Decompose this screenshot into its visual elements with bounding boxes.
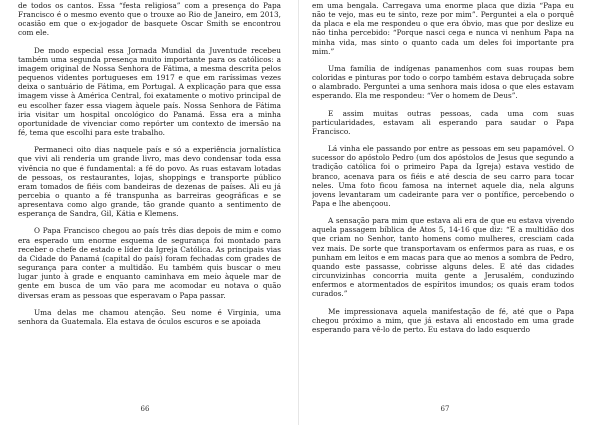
paragraph: de todos os cantos. Essa “festa religiosa” com a presença do Papa Francisco é o mesmo evento que o trouxe ao Rio de Janeiro, em 2013, ocasião em que o ex-jogador de basquete Oscar Smith se encontrou com ele.: [18, 1, 281, 38]
paragraph: Permaneci oito dias naquele país e só a experiência jornalística que vivi ali renderia um grande livro, mas devo condensar toda essa vivência no que é fundamental: a fé do povo. As ruas estavam lotadas de pessoas, os restaurantes, lojas, shoppings e transporte público eram tomados de fiéis com bandeiras de dezenas de países. Ali eu já percebia o quanto a fé transpunha as barreiras geográficas e se apresentava como algo grande, tão grande quanto a sentimento de esperança de Sandra, Gil, Kátia e Klemens.: [18, 145, 281, 219]
left-page: [0, 0, 290, 425]
paragraph: A sensação para mim que estava ali era de que eu estava vivendo aquela passagem bíblica de Atos 5, 14-16 que diz: “E a multidão dos que criam no Senhor, tanto homens como mulheres, cresciam cada vez mais. De sorte que transportavam os enfermos para as ruas, e os punham em leitos e em macas para que ao menos a sombra de Pedro, quando este passasse, cobrisse alguns deles. E até das cidades circunvizinhas concorria muita gente a Jerusalém, conduzindo enfermos e atormentados de espíritos imundos; os quais eram todos curados.”: [312, 216, 574, 299]
paragraph: Uma delas me chamou atenção. Seu nome é Virginia, uma senhora da Guatemala. Ela estava de óculos escuros e se apoiada: [18, 307, 281, 326]
paragraph: Lá vinha ele passando por entre as pessoas em seu papamóvel. O sucessor do apóstolo Pedro (um dos apóstolos de Jesus que segundo a tradição católica foi o primeiro Papa da Igreja) estava vestido de branco, acenava para os fiéis e até descia de seu carro para tocar neles. Uma foto ficou famosa na internet aquele dia, nela alguns jovens levantaram um cadeirante para ver o pontífice, percebendo o Papa e lhe abençoou.: [312, 144, 574, 208]
page-number: 67: [440, 405, 450, 413]
paragraph: O Papa Francisco chegou ao país três dias depois de mim e como era esperado um enorme esquema de segurança foi montado para receber o chefe de estado e líder da Igreja Católica. As principais vias da Cidade do Panamá (capital do país) foram fechadas com grades de segurança para conter a multidão. Eu também quis buscar o meu lugar junto à grade e enquanto caminhava em meio àquele mar de gente em busca de um vão para me acomodar eu notava o quão diversas eram as pessoas que esperavam o Papa passar.: [18, 226, 281, 300]
paragraph: E assim muitas outras pessoas, cada uma com suas particularidades, estavam ali esperando para saudar o Papa Francisco.: [312, 108, 574, 136]
paragraph: Uma família de indígenas panamenhos com suas roupas bem coloridas e pinturas por todo o corpo também estava debruçada sobre o alambrado. Perguntei a uma senhora mais idosa o que eles estavam esperando. Ela me respondeu: “Ver o homem de Deus”.: [312, 63, 574, 101]
page-number: 66: [140, 405, 150, 413]
right-page: [300, 0, 590, 425]
paragraph: Me impressionava aquela manifestação de fé, até que o Papa chegou próximo a mim, que já estava ali encostado em uma grade esperando para vê-lo de perto. Eu estava do lado esquerdo: [312, 306, 574, 334]
paragraph: em uma bengala. Carregava uma enorme placa que dizia “Papa eu não te vejo, mas eu te sinto, reze por mim”. Perguntei a ela o porquê da placa e ela me respondeu o que era óbvio, mas que por deslize eu não tinha percebido: “Porque nasci cega e nunca vi nenhum Papa na minha vida, mas sinto o quanto cada um deles foi importante pra mim.”: [312, 1, 574, 56]
left-page-text: [18, 1, 281, 399]
gutter-divider: [298, 0, 299, 425]
paragraph: De modo especial essa Jornada Mundial da Juventude recebeu também uma segunda presença muito importante para os católicos: a imagem original de Nossa Senhora de Fátima, a mesma descrita pelos pequenos videntes portugueses em 1917 e que em raríssimas vezes deixa o santuário de Fátima, em Portugal. A explicação para que essa imagem visse à América Central, foi exatamente o motivo principal de eu escolher fazer essa viagem àquele país. Nossa Senhora de Fátima iria visitar um hospital oncológico do Panamá. Essa era a minha oportunidade de vivenciar como repórter um contexto de imersão na fé, tema que escolhi para este trabalho.: [18, 45, 281, 138]
right-page-text: [312, 1, 574, 399]
